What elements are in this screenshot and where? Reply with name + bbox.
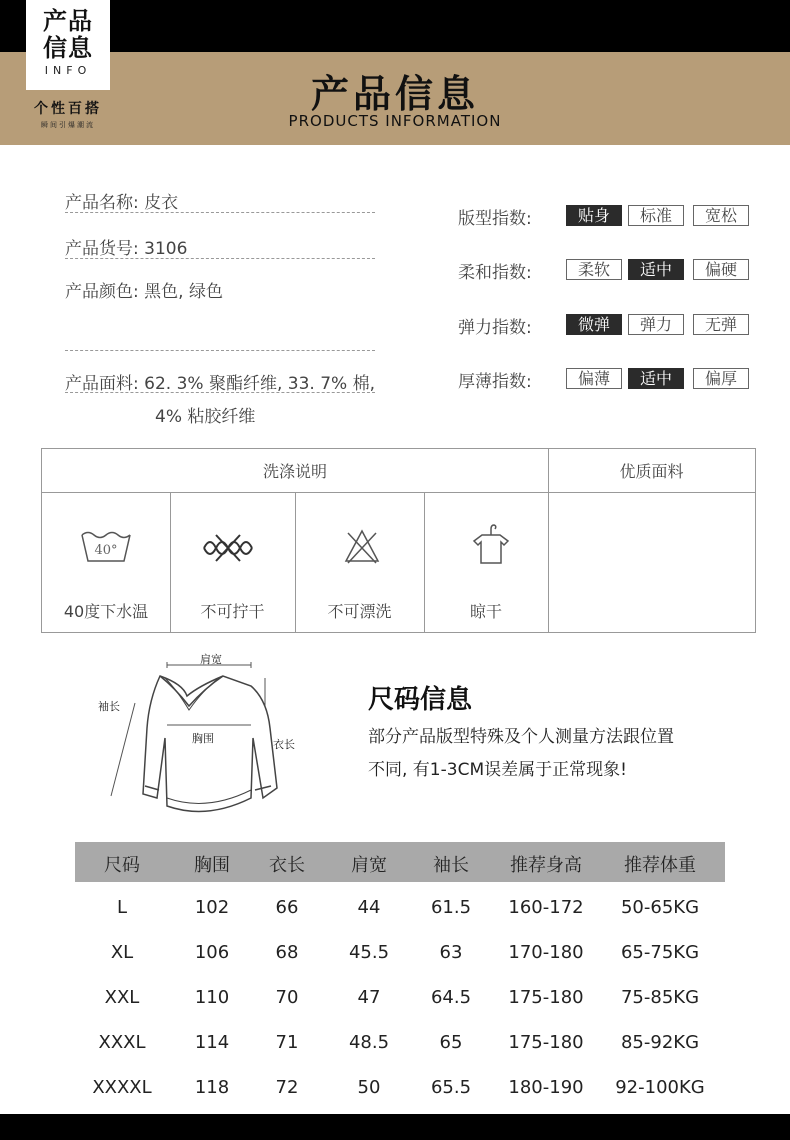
size-table-cell: 72 [275,1077,299,1098]
size-info-desc-1: 部分产品版型特殊及个人测量方法跟位置 [368,727,674,747]
product-name-value: 皮衣 [144,193,179,213]
index-option: 偏硬 [693,259,749,280]
slogan-line-1: 个性百搭 [34,101,102,117]
product-code-label: 产品货号: [65,239,139,259]
size-table-cell: 102 [194,897,230,918]
index-option: 标准 [628,205,684,226]
index-label: 厚薄指数: [458,372,532,392]
size-table-cell: XL [110,942,134,963]
size-table-cell: 160-172 [508,897,584,918]
index-option: 偏厚 [693,368,749,389]
size-info-desc-2: 不同, 有1-3CM误差属于正常现象! [368,760,627,780]
size-table-cell: 44 [357,897,381,918]
divider [65,212,375,213]
size-table-cell: XXL [104,987,140,1008]
size-table-cell: 106 [194,942,230,963]
size-table-header-cell: 肩宽 [351,855,387,876]
wash-caption: 40度下水温 [63,602,149,621]
index-label: 柔和指数: [458,263,532,283]
size-table-header-cell: 尺码 [104,855,140,876]
footer-bar [0,1114,790,1140]
divider [65,258,375,259]
index-label: 弹力指数: [458,318,532,338]
product-name-label: 产品名称: [65,193,139,213]
quality-fabric-header: 优质面料 [619,462,684,481]
length-label: 衣长 [273,738,295,751]
product-fabric-label: 产品面料: [65,374,139,394]
product-name-row [65,188,178,213]
size-table-header-cell: 袖长 [433,855,469,876]
hang-dry-icon [470,523,512,569]
no-wring-icon [200,533,256,563]
header-black-bar [0,0,790,52]
size-table-cell: 65.5 [430,1077,472,1098]
size-table-header-cell: 衣长 [269,855,305,876]
washing-table [41,448,756,633]
product-fabric-value-1: 62. 3% 聚酯纤维, 33. 7% 棉, [144,374,375,394]
size-table-header-cell: 推荐身高 [510,855,582,876]
table-divider [42,492,755,493]
size-info-title: 尺码信息 [368,685,473,715]
sleeve-label: 袖长 [98,700,120,713]
index-option: 宽松 [693,205,749,226]
garment-diagram [95,648,295,822]
size-table-cell: 50-65KG [620,897,700,918]
index-option: 偏薄 [566,368,622,389]
product-fabric-row [65,369,375,394]
washing-header: 洗涤说明 [262,462,327,481]
size-table-cell: 92-100KG [615,1077,705,1098]
divider [65,392,375,393]
size-table-cell: XXXL [98,1032,146,1053]
wash-40-icon [80,527,132,563]
logo-line-1: 产品 [43,7,93,35]
divider [65,350,375,351]
no-bleach-icon [342,527,382,565]
product-color-label: 产品颜色: [65,282,139,302]
index-label: 版型指数: [458,209,532,229]
size-table-cell: 114 [194,1032,230,1053]
size-table-cell: 66 [275,897,299,918]
size-table-cell: 85-92KG [620,1032,700,1053]
size-table-cell: 70 [275,987,299,1008]
size-table-cell: 47 [357,987,381,1008]
size-table-cell: 71 [275,1032,299,1053]
index-option: 适中 [628,259,684,280]
size-table-cell: 68 [275,942,299,963]
page-subtitle: PRODUCTS INFORMATION [288,112,502,130]
index-option: 柔软 [566,259,622,280]
wash-caption: 不可漂洗 [327,602,392,621]
chest-label: 胸围 [192,732,214,745]
product-color-value: 黑色, 绿色 [144,282,223,302]
size-table-cell: 45.5 [348,942,390,963]
size-table-cell: 110 [194,987,230,1008]
size-table-cell: 75-85KG [620,987,700,1008]
size-table-cell: 175-180 [508,1032,584,1053]
size-table-header-cell: 胸围 [194,855,230,876]
size-table-cell: 50 [357,1077,381,1098]
product-fabric-value-2: 4% 粘胶纤维 [155,407,256,427]
logo-line-2: 信息 [43,34,93,62]
index-option: 微弹 [566,314,622,335]
size-table-cell: 65-75KG [620,942,700,963]
index-option: 无弹 [693,314,749,335]
index-option: 贴身 [566,205,622,226]
size-table-cell: 170-180 [508,942,584,963]
shoulder-label: 肩宽 [200,653,222,666]
index-option: 适中 [628,368,684,389]
size-table-cell: L [116,897,128,918]
product-code-value: 3106 [144,239,188,259]
size-table-header [75,842,725,882]
wash-caption: 不可拧干 [200,602,265,621]
size-table-cell: 61.5 [430,897,472,918]
wash-caption: 晾干 [469,602,502,621]
product-color-row [65,277,223,302]
size-table-cell: 180-190 [508,1077,584,1098]
size-table-header-cell: 推荐体重 [624,855,696,876]
page-title: 产品信息 [310,72,479,116]
size-table-cell: 65 [439,1032,463,1053]
size-table-cell: XXXXL [92,1077,152,1098]
slogan-line-2: 瞬间引爆潮流 [41,121,95,129]
size-table-cell: 118 [194,1077,230,1098]
size-table-cell: 48.5 [348,1032,390,1053]
size-table-cell: 175-180 [508,987,584,1008]
wash-temp-label: 40° [94,543,118,558]
size-table-cell: 63 [439,942,463,963]
logo-info: INFO [44,64,92,77]
product-code-row [65,234,187,259]
index-option: 弹力 [628,314,684,335]
size-table-cell: 64.5 [430,987,472,1008]
